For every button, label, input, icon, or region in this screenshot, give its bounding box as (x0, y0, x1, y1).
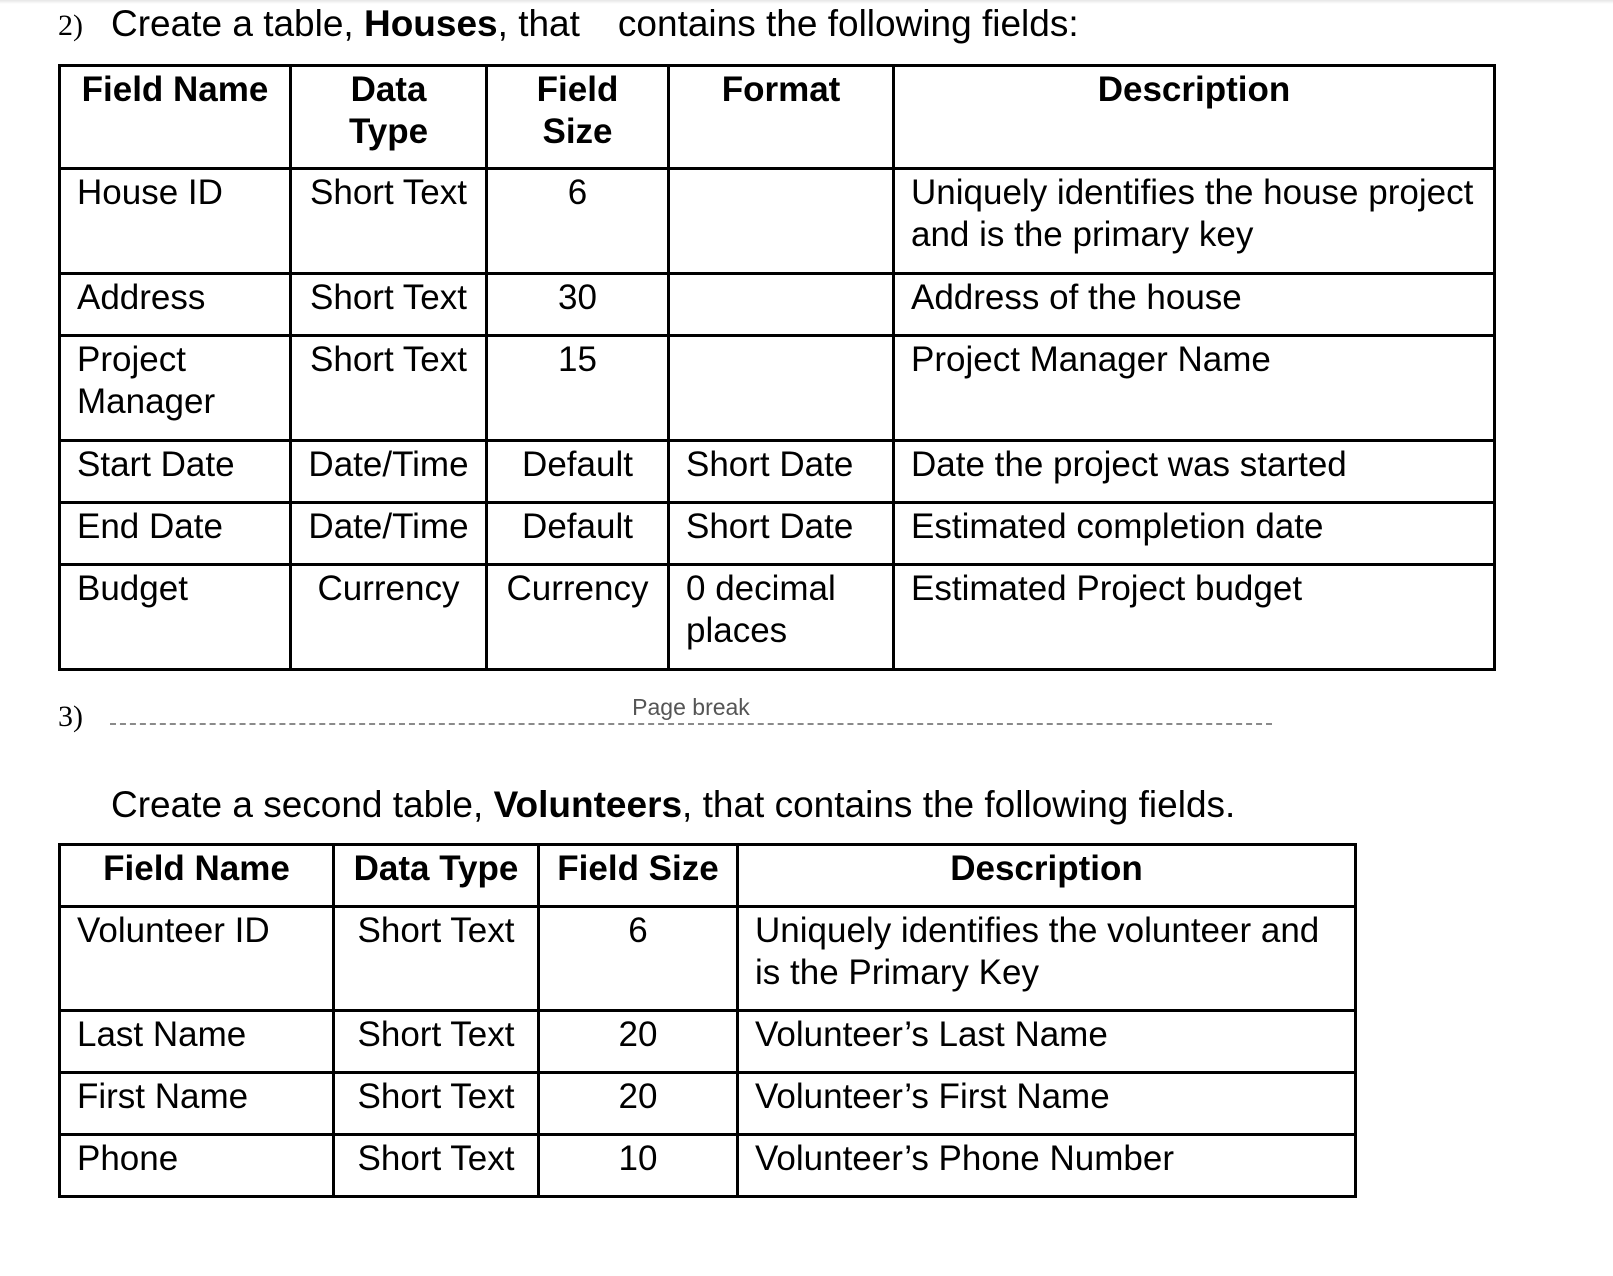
cell-format (669, 274, 894, 336)
cell-field-name: Project Manager (60, 336, 291, 441)
header-field-size: Field Size (487, 66, 669, 169)
heading-text: , that contains the following fields. (682, 784, 1236, 825)
cell-field-size: 20 (539, 1011, 738, 1073)
table-row (60, 1011, 1356, 1073)
cell-field-name: Last Name (60, 1011, 334, 1073)
header-field-size: Field Size (539, 845, 738, 907)
header-format: Format (669, 66, 894, 169)
table-name-volunteers: Volunteers (493, 784, 683, 825)
table-row (60, 169, 1495, 274)
page-break-divider (110, 723, 1272, 725)
cell-field-name: Volunteer ID (60, 907, 334, 1011)
cell-field-size: 6 (487, 169, 669, 274)
cell-description: Project Manager Name (894, 336, 1495, 441)
table-row (60, 1073, 1356, 1135)
volunteers-fields-table (58, 843, 1357, 1198)
header-description: Description (894, 66, 1495, 169)
cell-field-size: Currency (487, 565, 669, 670)
cell-description: Volunteer’s First Name (738, 1073, 1356, 1135)
cell-description: Uniquely identifies the volunteer and is the Primary Key (738, 907, 1356, 1011)
cell-data-type: Short Text (334, 1073, 539, 1135)
cell-data-type: Currency (291, 565, 487, 670)
cell-field-name: Address (60, 274, 291, 336)
table-row (60, 274, 1495, 336)
cell-field-size: Default (487, 441, 669, 503)
table-header-row (60, 845, 1356, 907)
section-2-heading (111, 4, 1079, 44)
cell-field-name: House ID (60, 169, 291, 274)
cell-description: Volunteer’s Last Name (738, 1011, 1356, 1073)
cell-field-size: 20 (539, 1073, 738, 1135)
cell-description: Estimated Project budget (894, 565, 1495, 670)
cell-field-name: End Date (60, 503, 291, 565)
table-row (60, 907, 1356, 1011)
cell-format (669, 336, 894, 441)
cell-data-type: Short Text (334, 1011, 539, 1073)
cell-field-size: 10 (539, 1135, 738, 1197)
cell-format: 0 decimal places (669, 565, 894, 670)
list-number-3: 3) (58, 700, 83, 733)
houses-fields-table (58, 64, 1496, 671)
cell-data-type: Short Text (291, 274, 487, 336)
list-number-2: 2) (58, 9, 83, 42)
cell-data-type: Short Text (334, 907, 539, 1011)
page-break-label: Page break (632, 694, 750, 720)
table-row (60, 336, 1495, 441)
table-header-row (60, 66, 1495, 169)
cell-field-name: First Name (60, 1073, 334, 1135)
cell-data-type: Short Text (291, 336, 487, 441)
cell-data-type: Short Text (291, 169, 487, 274)
header-data-type: Data Type (291, 66, 487, 169)
cell-format: Short Date (669, 503, 894, 565)
cell-field-name: Budget (60, 565, 291, 670)
cell-data-type: Date/Time (291, 441, 487, 503)
cell-field-size: 30 (487, 274, 669, 336)
heading-text: , that (497, 3, 580, 44)
table-row (60, 565, 1495, 670)
cell-field-size: Default (487, 503, 669, 565)
cell-description: Uniquely identifies the house project and is the primary key (894, 169, 1495, 274)
header-field-name: Field Name (60, 845, 334, 907)
header-data-type: Data Type (334, 845, 539, 907)
heading-text: Create a second table, (111, 784, 494, 825)
cell-field-name: Phone (60, 1135, 334, 1197)
header-description: Description (738, 845, 1356, 907)
cell-description: Address of the house (894, 274, 1495, 336)
cell-field-name: Start Date (60, 441, 291, 503)
cell-description: Volunteer’s Phone Number (738, 1135, 1356, 1197)
cell-field-size: 15 (487, 336, 669, 441)
cell-field-size: 6 (539, 907, 738, 1011)
section-3-heading (111, 785, 1235, 825)
table-name-houses: Houses (363, 3, 498, 44)
cell-data-type: Date/Time (291, 503, 487, 565)
heading-text: contains the following fields: (617, 3, 1079, 44)
table-row (60, 1135, 1356, 1197)
cell-format: Short Date (669, 441, 894, 503)
table-row (60, 503, 1495, 565)
cell-description: Date the project was started (894, 441, 1495, 503)
table-row (60, 441, 1495, 503)
cell-data-type: Short Text (334, 1135, 539, 1197)
cell-format (669, 169, 894, 274)
heading-text: Create a table, (111, 3, 364, 44)
header-field-name: Field Name (60, 66, 291, 169)
cell-description: Estimated completion date (894, 503, 1495, 565)
